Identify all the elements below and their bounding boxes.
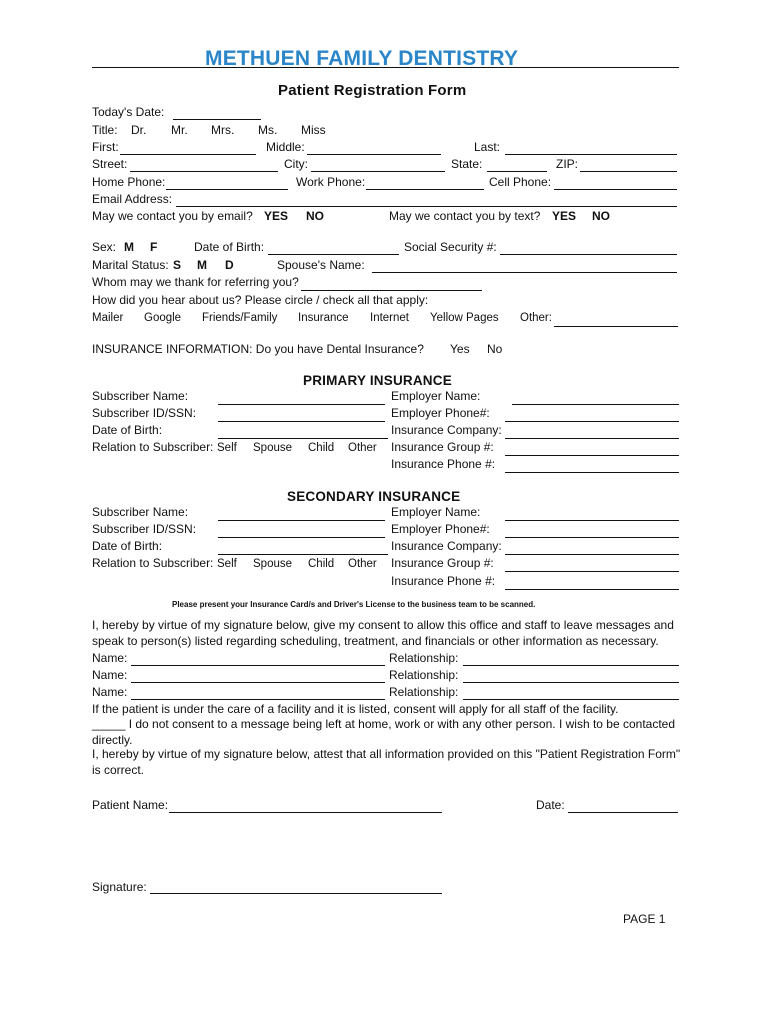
primary-insurance-heading: PRIMARY INSURANCE [303,373,452,388]
secondary-insurance-company-field[interactable] [505,554,679,555]
work-phone-label: Work Phone: [296,175,366,189]
primary-insurance-group-label: Insurance Group #: [391,440,494,454]
primary-insurance-company-field[interactable] [505,438,679,439]
secondary-subscriber-id-label: Subscriber ID/SSN: [92,522,197,536]
primary-employer-phone-field[interactable] [505,421,679,422]
zip-field[interactable] [580,171,677,172]
insurance-card-note: Please present your Insurance Card/s and Driver's License to the business team to be scanned. [172,600,536,609]
email-contact-question: May we contact you by email? [92,209,253,223]
contact-name-field-1[interactable] [131,665,385,666]
secondary-employer-phone-field[interactable] [505,537,679,538]
primary-relation-label: Relation to Subscriber: [92,440,214,454]
title-option-mrs[interactable]: Mrs. [211,123,235,137]
no-consent-text: _____ I do not consent to a message being left at home, work or with any other person. I wish to be contacted directly. [92,717,676,747]
street-field[interactable] [130,171,278,172]
marital-option-m[interactable]: M [197,258,207,272]
contact-name-field-2[interactable] [131,682,385,683]
contact-name-label-1: Name: [92,651,128,665]
primary-subscriber-name-field[interactable] [218,404,385,405]
contact-name-label-2: Name: [92,668,128,682]
zip-label: ZIP: [556,157,579,171]
insurance-info-question: INSURANCE INFORMATION: Do you have Dental Insurance? [92,342,424,356]
title-option-ms[interactable]: Ms. [258,123,278,137]
sex-option-f[interactable]: F [150,240,158,254]
title-label: Title: [92,123,118,137]
primary-relation-child[interactable]: Child [308,442,335,454]
dob-label: Date of Birth: [194,240,265,254]
spouse-name-field[interactable] [372,272,677,273]
hear-option-insurance[interactable]: Insurance [298,312,349,324]
secondary-relation-other[interactable]: Other [348,558,377,570]
text-contact-no[interactable]: NO [592,209,610,223]
home-phone-field[interactable] [166,189,288,190]
primary-subscriber-id-field[interactable] [218,421,385,422]
marital-option-s[interactable]: S [173,258,182,272]
primary-dob-label: Date of Birth: [92,423,163,437]
marital-option-d[interactable]: D [225,258,234,272]
cell-phone-label: Cell Phone: [489,175,552,189]
title-option-miss[interactable]: Miss [301,123,326,137]
first-name-field[interactable] [120,154,256,155]
secondary-subscriber-name-field[interactable] [218,520,385,521]
primary-insurance-company-label: Insurance Company: [391,423,502,437]
primary-dob-field[interactable] [218,438,388,439]
contact-relationship-label-1: Relationship: [389,651,459,665]
secondary-insurance-group-label: Insurance Group #: [391,556,494,570]
contact-relationship-label-3: Relationship: [389,685,459,699]
primary-employer-name-field[interactable] [512,404,679,405]
signature-field[interactable] [150,893,442,894]
ssn-field[interactable] [500,254,677,255]
patient-name-label: Patient Name: [92,798,169,812]
secondary-insurance-phone-field[interactable] [505,589,679,590]
primary-relation-other[interactable]: Other [348,442,377,454]
primary-subscriber-name-label: Subscriber Name: [92,389,189,403]
secondary-insurance-company-label: Insurance Company: [391,539,502,553]
hear-other-field[interactable] [554,326,678,327]
secondary-relation-spouse[interactable]: Spouse [253,558,293,570]
text-contact-yes[interactable]: YES [552,209,577,223]
hear-about-label: How did you hear about us? Please circle / check all that apply: [92,293,429,307]
sex-label: Sex: [92,240,117,254]
primary-insurance-group-field[interactable] [505,455,679,456]
text-contact-question: May we contact you by text? [389,209,541,223]
city-field[interactable] [311,171,445,172]
secondary-subscriber-name-label: Subscriber Name: [92,505,189,519]
state-label: State: [451,157,483,171]
hear-option-google[interactable]: Google [144,312,182,324]
facility-consent-text: If the patient is under the care of a facility and it is listed, consent will apply for all staff of the facility. [92,702,619,716]
hear-option-mailer[interactable]: Mailer [92,312,124,324]
dental-insurance-no[interactable]: No [487,342,503,356]
primary-relation-self[interactable]: Self [217,442,237,454]
primary-insurance-phone-field[interactable] [505,472,679,473]
title-option-dr[interactable]: Dr. [131,123,147,137]
middle-name-label: Middle: [266,140,305,154]
referral-label: Whom may we thank for referring you? [92,275,299,289]
sex-option-m[interactable]: M [124,240,134,254]
signature-label: Signature: [92,880,147,894]
secondary-relation-child[interactable]: Child [308,558,335,570]
page-number: PAGE 1 [623,912,666,926]
hear-option-yellow-pages[interactable]: Yellow Pages [430,312,499,324]
page-title: METHUEN FAMILY DENTISTRY [205,47,519,70]
home-phone-label: Home Phone: [92,175,166,189]
primary-employer-name-label: Employer Name: [391,389,481,403]
contact-name-field-3[interactable] [131,699,385,700]
contact-relationship-label-2: Relationship: [389,668,459,682]
contact-relationship-field-2[interactable] [463,682,679,683]
dental-insurance-yes[interactable]: Yes [450,342,470,356]
secondary-subscriber-id-field[interactable] [218,537,385,538]
primary-relation-spouse[interactable]: Spouse [253,442,293,454]
secondary-dob-field[interactable] [218,554,388,555]
hear-option-friends-family[interactable]: Friends/Family [202,312,278,324]
work-phone-field[interactable] [366,189,484,190]
contact-relationship-field-1[interactable] [463,665,679,666]
city-label: City: [284,157,308,171]
date-field[interactable] [568,812,678,813]
cell-phone-field[interactable] [554,189,677,190]
email-contact-yes[interactable]: YES [264,209,289,223]
contact-name-label-3: Name: [92,685,128,699]
primary-subscriber-id-label: Subscriber ID/SSN: [92,406,197,420]
first-name-label: First: [92,140,119,154]
ssn-label: Social Security #: [404,240,497,254]
dob-field[interactable] [268,254,399,255]
secondary-employer-name-label: Employer Name: [391,505,481,519]
secondary-insurance-heading: SECONDARY INSURANCE [287,489,461,504]
last-name-label: Last: [474,140,501,154]
email-field[interactable] [176,206,677,207]
secondary-relation-self[interactable]: Self [217,558,237,570]
email-label: Email Address: [92,192,173,206]
secondary-dob-label: Date of Birth: [92,539,163,553]
title-option-mr[interactable]: Mr. [171,123,188,137]
secondary-employer-name-field[interactable] [505,520,679,521]
date-label: Date: [536,798,565,812]
patient-name-field[interactable] [169,812,442,813]
primary-employer-phone-label: Employer Phone#: [391,406,490,420]
street-label: Street: [92,157,128,171]
marital-status-label: Marital Status: [92,258,169,272]
form-subtitle: Patient Registration Form [278,82,467,99]
spouse-name-label: Spouse's Name: [277,258,365,272]
email-contact-no[interactable]: NO [306,209,324,223]
last-name-field[interactable] [505,154,677,155]
referral-field[interactable] [301,290,482,291]
hear-option-other-label: Other: [520,312,552,324]
primary-insurance-phone-label: Insurance Phone #: [391,457,496,471]
hear-option-internet[interactable]: Internet [370,312,409,324]
state-field[interactable] [487,171,547,172]
todays-date-field[interactable] [173,119,261,120]
secondary-relation-label: Relation to Subscriber: [92,556,214,570]
middle-name-field[interactable] [307,154,441,155]
todays-date-label: Today's Date: [92,105,165,119]
secondary-insurance-group-field[interactable] [505,571,679,572]
consent-paragraph: I, hereby by virtue of my signature below, give my consent to allow this office and staff to leave messages and speak to person(s) listed regarding scheduling, treatment, and financials or other information as necessary. [92,618,674,648]
contact-relationship-field-3[interactable] [463,699,679,700]
secondary-insurance-phone-label: Insurance Phone #: [391,574,496,588]
secondary-employer-phone-label: Employer Phone#: [391,522,490,536]
attestation-text: I, hereby by virtue of my signature below, attest that all information provided on this "Patient Registration Form" is correct. [92,747,681,777]
